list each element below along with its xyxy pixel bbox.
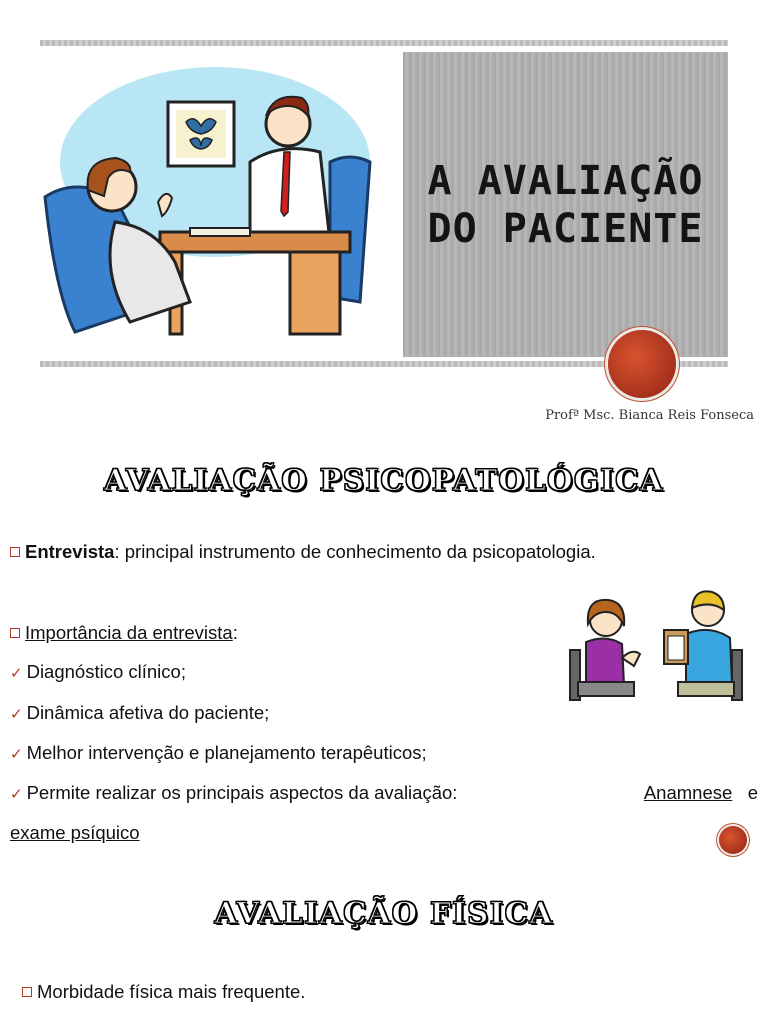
entrevista-description: : principal instrumento de conhecimento da psicopatologia.: [114, 541, 596, 562]
square-bullet-icon: [10, 628, 20, 638]
checkmark-icon: ✓: [10, 746, 23, 763]
heading-avaliacao-fisica: AVALIAÇÃO FÍSICA: [214, 896, 554, 930]
check-item-permite: [10, 781, 758, 807]
morbidade-text: Morbidade física mais frequente.: [37, 981, 306, 1002]
permite-text: Permite realizar os principais aspectos da avaliação:: [26, 782, 458, 803]
check-item: [10, 741, 427, 767]
square-bullet-icon: [22, 987, 32, 997]
slide-title: A AVALIAÇÃO DO PACIENTE: [427, 157, 704, 252]
exame-line: [10, 821, 140, 845]
decorative-circle: [608, 330, 676, 398]
heading-avaliacao-psicopatologica: AVALIAÇÃO PSICOPATOLÓGICA: [104, 463, 664, 497]
importancia-colon: :: [232, 622, 238, 643]
entrevista-term: Entrevista: [25, 541, 115, 562]
morbidade-line: [22, 980, 305, 1004]
title-box: [403, 52, 728, 357]
check-item-text: Diagnóstico clínico;: [26, 661, 186, 682]
doctor-consultation-illustration: [40, 52, 402, 336]
permite-group: [10, 781, 457, 807]
interview-illustration: [568, 590, 748, 708]
checkmark-icon: ✓: [10, 786, 23, 803]
checkmark-icon: ✓: [10, 706, 23, 723]
top-stripe: [40, 40, 728, 46]
square-bullet-icon: [10, 547, 20, 557]
conjunction: e: [747, 782, 758, 803]
check-item: [10, 701, 269, 727]
importancia-line: [10, 621, 238, 645]
anamnese-term: Anamnese: [643, 782, 733, 803]
author-credit: Profª Msc. Bianca Reis Fonseca: [545, 408, 754, 423]
anamnese-group: [644, 781, 758, 807]
decorative-circle-small: [719, 826, 747, 854]
check-item-text: Melhor intervenção e planejamento terapêuticos;: [26, 742, 427, 763]
exame-psiquico-term: exame psíquico: [10, 822, 140, 843]
entrevista-line: [10, 540, 596, 564]
check-item-text: Dinâmica afetiva do paciente;: [26, 702, 270, 723]
checkmark-icon: ✓: [10, 665, 23, 682]
importancia-label: Importância da entrevista: [25, 622, 233, 643]
check-item: [10, 660, 186, 686]
